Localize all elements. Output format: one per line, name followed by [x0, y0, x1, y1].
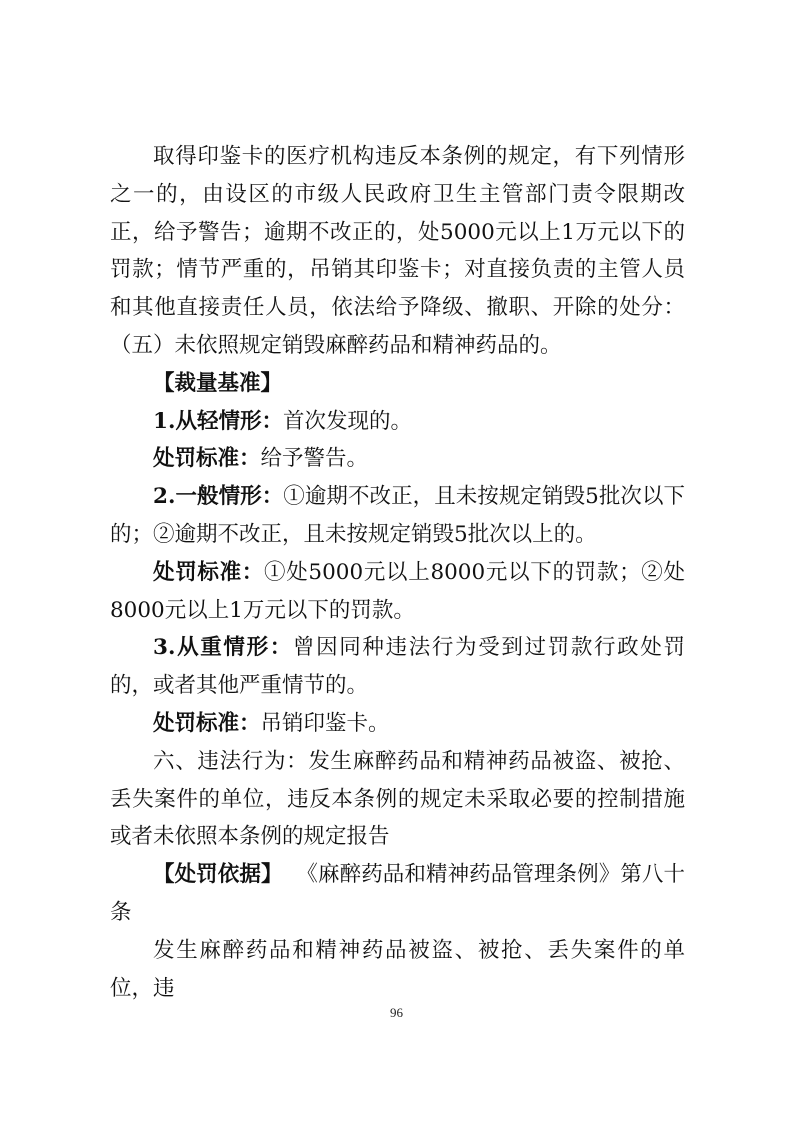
paragraph-text: 发生麻醉药品和精神药品被盗、被抢、丢失案件的单位，违 [110, 937, 685, 1001]
paragraph-text: ①处5000元以上8000元以下的罚款；②处8000元以上1万元以下的罚款。 [110, 559, 685, 623]
paragraph-general-penalty [110, 554, 685, 630]
paragraph-violation-six [110, 743, 685, 856]
document-body [110, 138, 685, 1007]
paragraph-heavy-penalty [110, 705, 685, 743]
paragraph-label: 2.一般情形： [153, 484, 284, 510]
paragraph-text: ①逾期不改正，且未按规定销毁5批次以下的；②逾期不改正，且未按规定销毁5批次以上的。 [110, 484, 685, 547]
page-number: 96 [390, 1005, 403, 1020]
paragraph-label: 处罚标准： [153, 446, 261, 472]
paragraph-clause-text [110, 138, 685, 365]
paragraph-label: 1.从轻情形： [153, 408, 283, 434]
paragraph-text: 给予警告。 [260, 446, 369, 472]
section-heading: 【裁量基准】 [153, 370, 283, 396]
paragraph-light-penalty [110, 440, 685, 478]
paragraph-text: 六、违法行为：发生麻醉药品和精神药品被盗、被抢、丢失案件的单位，违反本条例的规定未采取必要的控制措施或者未依照本条例的规定报告 [110, 748, 685, 850]
paragraph-light-circumstance [110, 403, 685, 441]
paragraph-text: 曾因同种违法行为受到过罚款行政处罚的，或者其他严重情节的。 [110, 635, 685, 699]
paragraph-text: 首次发现的。 [282, 408, 412, 434]
paragraph-label: 处罚标准： [153, 710, 261, 736]
paragraph-general-circumstance [110, 478, 685, 554]
paragraph-discretion-heading [110, 365, 685, 403]
paragraph-basis-text [110, 932, 685, 1008]
paragraph-label: 处罚标准： [153, 559, 265, 585]
paragraph-penalty-basis [110, 856, 685, 932]
paragraph-text: 吊销印鉴卡。 [260, 710, 390, 736]
paragraph-text: 《麻醉药品和精神药品管理条例》第八十条 [110, 862, 685, 925]
paragraph-heavy-circumstance [110, 629, 685, 705]
paragraph-label: 【处罚依据】 [153, 862, 283, 888]
paragraph-label: 3.从重情形： [153, 635, 293, 661]
paragraph-text: 取得印鉴卡的医疗机构违反本条例的规定，有下列情形之一的，由设区的市级人民政府卫生主管部门责令限期改正，给予警告；逾期不改正的，处5000元以上1万元以下的罚款；情节严重的，吊销其印鉴卡；对直接负责的主管人员和其他直接责任人员，依法给予降级、撤职、开除的处分：（五）未依照规定销毁麻醉药品和精神药品的。 [110, 144, 685, 358]
